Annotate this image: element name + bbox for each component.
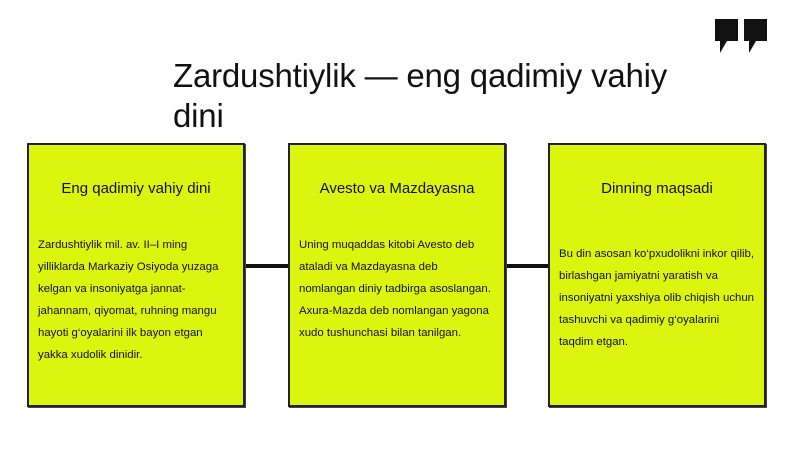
connector-line: [245, 264, 288, 268]
card-body: Bu din asosan ko‘pxudolikni inkor qilib, birlashgan jamiyatni yaratish va insoniyatni yaxshiya olib chiqish uchun tashuvchi va qadimiy g‘oyalarini taqdim etgan.: [559, 248, 755, 348]
card-body: Zardushtiylik mil. av. II–I ming yilliklarda Markaziy Osiyoda yuzaga kelgan va insoniyatga jannat-jahannam, qiyomat, ruhning mangu hayoti g‘oyalarini ilk bayon etgan yakka xudolik dinidir.: [38, 239, 219, 361]
card-title: Avesto va Mazdayasna: [319, 180, 475, 197]
card-avesta-mazdayasna: [288, 143, 506, 407]
card-religion-purpose: [548, 143, 766, 407]
card-oldest-revealed-religion: [27, 143, 245, 407]
card-title: Eng qadimiy vahiy dini: [61, 180, 211, 197]
page-title: Zardushtiylik — eng qadimiy vahiy dini: [173, 57, 668, 134]
connector-line: [506, 264, 548, 268]
card-body: Uning muqaddas kitobi Avesto deb ataladi va Mazdayasna deb nomlangan diniy tadbirga asoslangan. Axura-Mazda deb nomlangan yagona xudo tushunchasi bilan tanilgan.: [299, 239, 491, 339]
quote-icon: [715, 19, 769, 53]
card-title: Dinning maqsadi: [601, 180, 713, 197]
